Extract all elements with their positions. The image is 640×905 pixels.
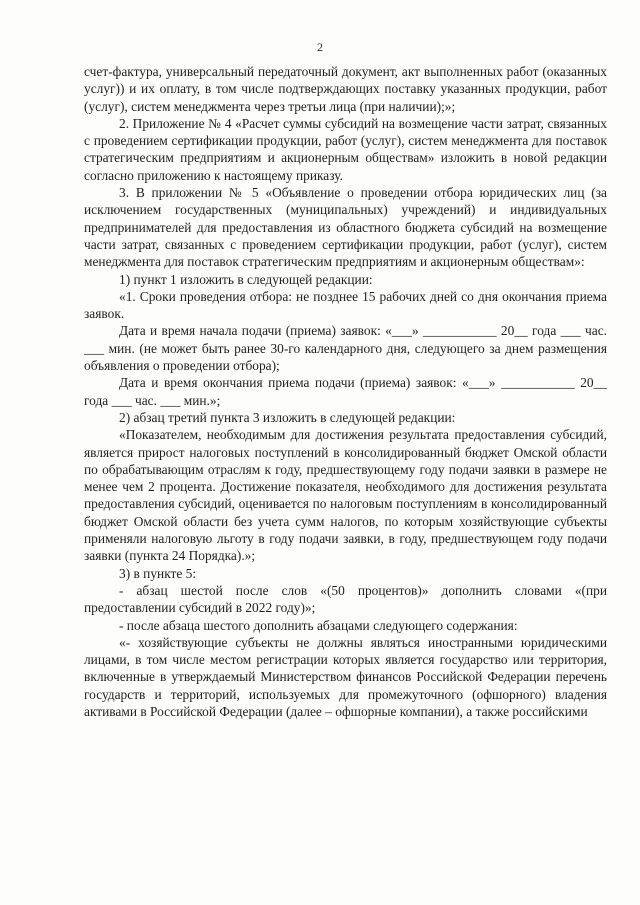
paragraph: Дата и время начала подачи (приема) заявок: «___» ___________ 20__ года ___ час. ___ мин. (не может быть ранее 30-го календарного дня, следующего за днем размещения объявления о проведении отбора); (84, 323, 607, 374)
paragraph: «1. Сроки проведения отбора: не позднее 15 рабочих дней со дня окончания приема заявок. (84, 288, 607, 322)
document-body (84, 63, 607, 720)
paragraph: счет-фактура, универсальный передаточный документ, акт выполненных работ (оказанных услуг)) и их оплату, в том числе подтверждающих поставку указанных продукции, работ (услуг), систем менеджмента через третьи лица (при наличии);»; (84, 64, 607, 114)
paragraph: - абзац шестой после слов «(50 процентов)» дополнить словами «(при предоставлении субсидий в 2022 году)»; (84, 582, 607, 616)
paragraph: 3. В приложении № 5 «Объявление о проведении отбора юридических лиц (за исключением государственных (муниципальных) учреждений) и индивидуальных предпринимателей для предоставления из областного бюджета субсидий на возмещение части затрат, связанных с проведением сертификации продукции, работ (услуг), систем менеджмента для поставок стратегическим предприятиям и акционерным обществам»: (84, 185, 607, 270)
paragraph: «- хозяйствующие субъекты не должны являться иностранными юридическими лицами, в том числе местом регистрации которых является государство или территория, включенные в утверждаемый Министерством финансов Российской Федерации перечень государств и территорий, используемых для промежуточного (офшорного) владения активами в Российской Федерации (далее – офшорные компании), а также российскими (84, 634, 607, 719)
paragraph: 2) абзац третий пункта 3 изложить в следующей редакции: (119, 409, 456, 425)
paragraph: 3) в пункте 5: (119, 565, 197, 581)
paragraph: «Показателем, необходимым для достижения результата предоставления субсидий, является прирост налоговых поступлений в консолидированный бюджет Омской области по обрабатывающим отраслям к году, предшествующему году подачи заявки в размере не менее чем 2 процента. Достижение показателя, необходимого для достижения результата предоставления субсидий, оценивается по налоговым поступлениям в консолидированный бюджет Омской области без учета сумм налогов, по которым хозяйствующие субъекты применяли налоговую льготу в году подачи заявки, в году, предшествующем году подачи заявки (пункта 24 Порядка).»; (84, 427, 607, 564)
paragraph: Дата и время окончания приема подачи (приема) заявок: «___» ___________ 20__ года ___ час. ___ мин.»; (84, 375, 607, 408)
page-number: 2 (317, 40, 323, 54)
paragraph: 1) пункт 1 изложить в следующей редакции: (119, 271, 373, 287)
paragraph: 2. Приложение № 4 «Расчет суммы субсидий на возмещение части затрат, связанных с проведением сертификации продукции, работ (услуг), систем менеджмента для поставок стратегическим предприятиям и акционерным обществам» изложить в новой редакции согласно приложению к настоящему приказу. (84, 115, 607, 183)
paragraph: - после абзаца шестого дополнить абзацами следующего содержания: (119, 617, 518, 633)
